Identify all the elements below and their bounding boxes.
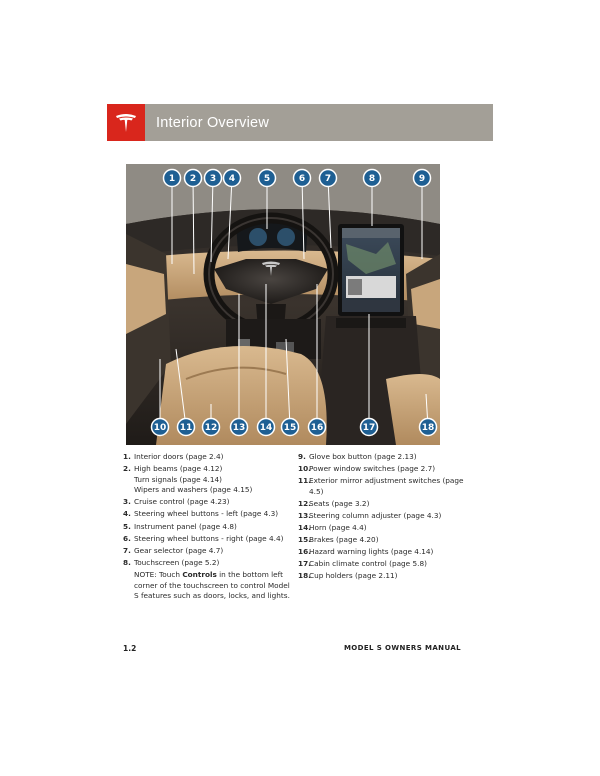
legend-item-line: Power window switches (page 2.7) xyxy=(309,464,436,474)
legend-item-number: 3. xyxy=(123,497,131,507)
legend-item-line: Touchscreen (page 5.2) xyxy=(134,557,220,567)
legend-item-text xyxy=(309,547,468,558)
callout-number: 3 xyxy=(209,174,217,185)
legend-item-line: Steering wheel buttons - right (page 4.4) xyxy=(134,533,284,543)
legend-item xyxy=(298,559,468,570)
legend-item-text xyxy=(134,464,293,496)
callout-number: 2 xyxy=(189,174,197,185)
callout-number: 5 xyxy=(263,174,271,185)
callout-number: 16 xyxy=(310,423,324,434)
legend-item-number: 18. xyxy=(298,571,311,581)
note-prefix: NOTE: Touch xyxy=(134,569,183,579)
legend-item-text xyxy=(134,558,293,569)
legend-item-line: Brakes (page 4.20) xyxy=(309,535,379,545)
callout-number: 1 xyxy=(168,174,176,185)
legend-item xyxy=(298,571,468,582)
callout-number: 17 xyxy=(362,423,376,434)
legend-item xyxy=(123,452,293,463)
legend-item-line: Wipers and washers (page 4.15) xyxy=(134,485,253,495)
legend-item-line: High beams (page 4.12) xyxy=(134,464,223,474)
note-suffix: in the bottom left corner of the touchscreen to control Model S features such as doors, locks, and lights. xyxy=(134,569,290,601)
legend-item xyxy=(298,511,468,522)
legend-item-number: 13. xyxy=(298,510,311,520)
legend-item-number: 16. xyxy=(298,547,311,557)
legend-item-number: 6. xyxy=(123,533,131,543)
section-header xyxy=(107,104,493,141)
legend-item-number: 11. xyxy=(298,476,311,486)
legend-item xyxy=(123,497,293,508)
legend-item-line: Cruise control (page 4.23) xyxy=(134,497,230,507)
legend-item-text xyxy=(309,464,468,475)
callout-number: 14 xyxy=(259,423,273,434)
legend-item-text xyxy=(309,476,468,497)
legend-item xyxy=(123,534,293,545)
legend-item-line: Steering column adjuster (page 4.3) xyxy=(309,510,442,520)
legend-item-number: 17. xyxy=(298,559,311,569)
legend-item xyxy=(298,547,468,558)
callout-number: 6 xyxy=(298,174,306,185)
legend-list-left xyxy=(123,452,293,602)
legend-item-line: Cup holders (page 2.11) xyxy=(309,571,398,581)
legend-item-line: Exterior mirror adjustment switches (page 4.5) xyxy=(309,476,464,496)
legend-item-number: 9. xyxy=(298,452,306,461)
legend-item-number: 4. xyxy=(123,509,131,519)
callout-number: 7 xyxy=(324,174,332,185)
legend-item xyxy=(298,476,468,497)
legend-item xyxy=(123,464,293,496)
legend-item xyxy=(298,464,468,475)
legend-item-line: Instrument panel (page 4.8) xyxy=(134,521,237,531)
callout-number: 13 xyxy=(232,423,246,434)
page-number: 1.2 xyxy=(123,644,137,653)
legend-item-line: Seats (page 3.2) xyxy=(309,498,370,508)
legend-item-text xyxy=(309,511,468,522)
legend-item-line: Turn signals (page 4.14) xyxy=(134,474,222,484)
legend-item-line: Interior doors (page 2.4) xyxy=(134,452,224,461)
note-controls-label: Controls xyxy=(182,569,217,579)
callout-number: 15 xyxy=(283,423,297,434)
legend-item-number: 1. xyxy=(123,452,131,461)
legend-item-number: 10. xyxy=(298,464,311,474)
callout-number: 8 xyxy=(368,174,376,185)
legend-item xyxy=(123,546,293,557)
legend-item xyxy=(298,535,468,546)
legend-list-right xyxy=(298,452,468,584)
legend-item xyxy=(123,558,293,569)
legend-item-line: Steering wheel buttons - left (page 4.3) xyxy=(134,509,279,519)
callout-number: 4 xyxy=(228,174,236,185)
tesla-logo-icon xyxy=(107,104,145,141)
legend-item-number: 12. xyxy=(298,498,311,508)
legend-item-text xyxy=(309,559,468,570)
callout-number: 10 xyxy=(153,423,167,434)
legend-item-text xyxy=(309,499,468,510)
legend-item-text xyxy=(134,546,293,557)
legend-item-number: 8. xyxy=(123,557,131,567)
legend-item-line: Cabin climate control (page 5.8) xyxy=(309,559,427,569)
callout-number: 11 xyxy=(179,423,193,434)
legend-item-text xyxy=(309,571,468,582)
interior-photo xyxy=(126,164,440,445)
legend-item-text xyxy=(134,522,293,533)
touchscreen-note xyxy=(134,570,293,602)
legend-item-text xyxy=(134,509,293,520)
legend-item-text xyxy=(134,534,293,545)
legend-item xyxy=(123,509,293,520)
legend-item-line: Hazard warning lights (page 4.14) xyxy=(309,547,434,557)
legend-item-line: Glove box button (page 2.13) xyxy=(309,452,417,461)
legend-item-text xyxy=(309,523,468,534)
callout-number: 18 xyxy=(421,423,435,434)
legend-item-number: 5. xyxy=(123,521,131,531)
legend-item xyxy=(123,522,293,533)
page-title: Interior Overview xyxy=(156,114,269,131)
manual-title: MODEL S OWNERS MANUAL xyxy=(343,644,461,652)
legend-item-text xyxy=(309,535,468,546)
legend-item-line: Horn (page 4.4) xyxy=(309,523,367,533)
legend-item-line: Gear selector (page 4.7) xyxy=(134,545,224,555)
legend-item-number: 2. xyxy=(123,464,131,474)
legend-item xyxy=(298,499,468,510)
legend-item-number: 7. xyxy=(123,545,131,555)
callout-number: 9 xyxy=(418,174,426,185)
legend-item-text xyxy=(309,452,468,463)
legend-item xyxy=(298,523,468,534)
legend-item-text xyxy=(134,497,293,508)
legend-item-text xyxy=(134,452,293,463)
callout-number: 12 xyxy=(204,423,218,434)
legend-item xyxy=(298,452,468,463)
legend-item-number: 15. xyxy=(298,535,311,545)
legend-item-number: 14. xyxy=(298,523,311,533)
